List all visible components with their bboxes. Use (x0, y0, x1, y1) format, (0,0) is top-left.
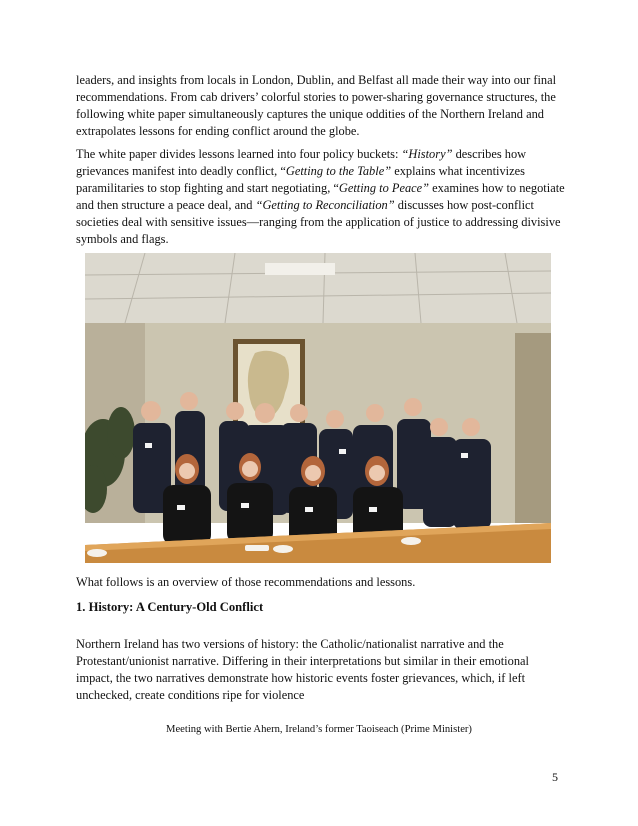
section-heading: 1. History: A Century-Old Conflict (76, 600, 264, 614)
intro-paragraph: leaders, and insights from locals in London, Dublin, and Belfast all made their way into our final recommendations. From cab drivers’ colorful stories to power-sharing governance structures, the following white paper simultaneously captures the unique oddities of the Northern Ireland and extrapolates lessons for ending conflict around the globe. (76, 73, 557, 138)
overview-sentence: What follows is an overview of those recommendations and lessons. (76, 575, 416, 589)
history-paragraph: Northern Ireland has two versions of history: the Catholic/nationalist narrative and the Protestant/unionist narrative. Differing in their interpretations but similar in their emotional impact, the two narratives demonstrate how historic events foster grievances, which, if left unchecked, create conditions ripe for violence (76, 637, 529, 702)
emphasis-getting-to-table: Getting to the Table” (285, 164, 392, 178)
emphasis-getting-to-peace: Getting to Peace” (338, 181, 430, 195)
page-number: 5 (552, 770, 558, 784)
photo-caption: Meeting with Bertie Ahern, Ireland’s former Taoiseach (Prime Minister) (166, 724, 472, 735)
text-run: explains what incentivizes paramilitaries to stop fighting and start negotiating, “ (76, 164, 525, 195)
emphasis-history: “History” (401, 147, 453, 161)
policy-buckets-paragraph (76, 146, 568, 248)
text-run: examines how to negotiate and then structure a peace deal, and (76, 181, 565, 212)
text-run: discusses how post-conflict societies deal with sensitive issues—ranging from the application of justice to addressing divisive symbols and flags. (76, 198, 561, 246)
group-photo (85, 253, 551, 563)
emphasis-getting-to-reconciliation: “Getting to Reconciliation” (255, 198, 395, 212)
text-run: The white paper divides lessons learned into four policy buckets: (76, 147, 402, 161)
text-run: describes how grievances manifest into deadly conflict, “ (76, 147, 527, 178)
